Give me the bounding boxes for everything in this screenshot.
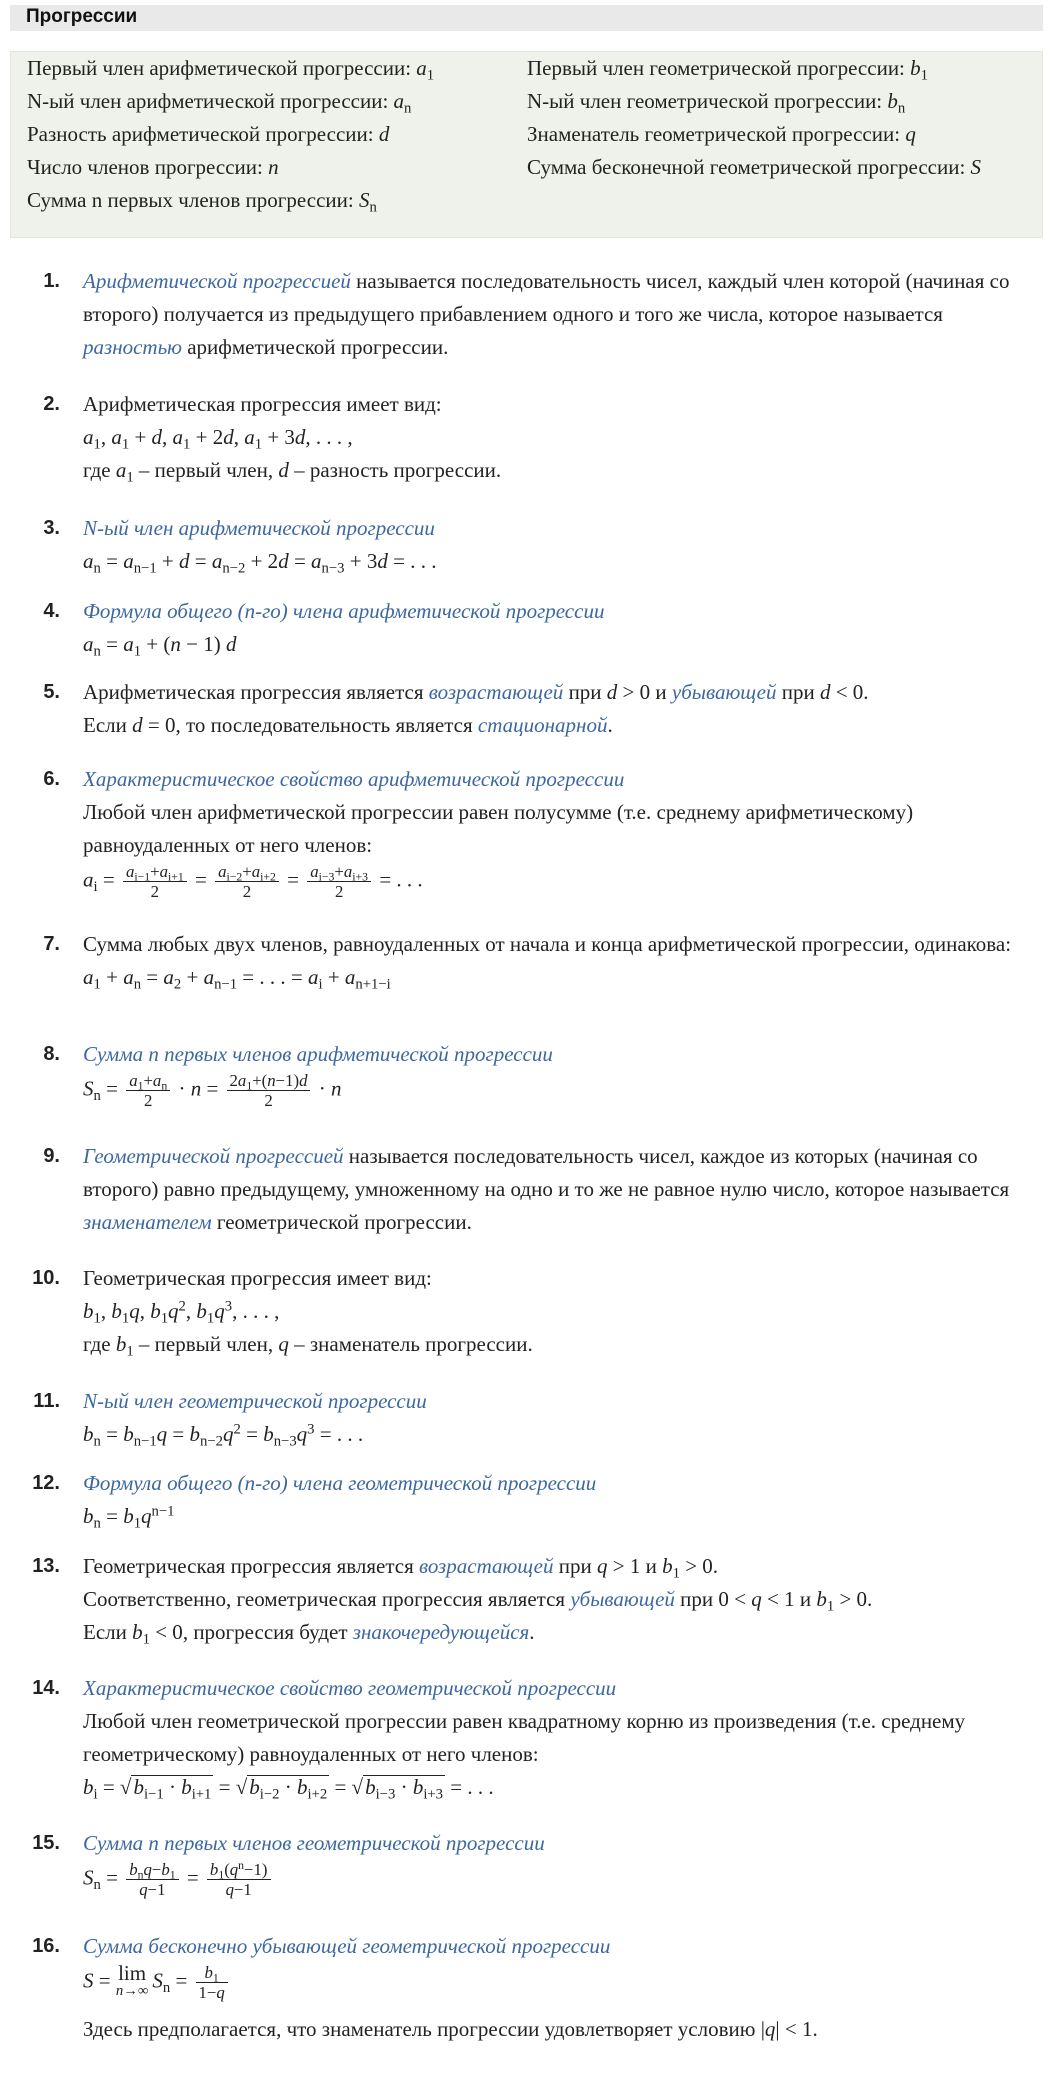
legend-row: N-ый член геометрической прогрессии: $b_n$ (527, 89, 906, 117)
legend-row: Сумма n первых членов прогрессии: $S_n$ (27, 188, 377, 216)
formula: $b_n = b_{n-1}q = b_{n-2}q^2 = b_{n-3}q^3$ = . . . (83, 1421, 364, 1450)
legend-row: Число членов прогрессии: n (27, 155, 279, 179)
formula: $a_n = a_1 + (n - 1)$ d (83, 632, 237, 660)
formula: $a_n = a_{n-1} + d = a_{n-2} + 2d = a_{n-3} + 3d$ = . . . (83, 549, 437, 577)
notation-legend (10, 51, 1043, 238)
formula: $a_1 + a_n = a_2 + a_{n-1}$ = . . . = $a_i + a_{n+1-i}$ (83, 965, 391, 993)
legend-row: N-ый член арифметической прогрессии: $a_n$ (27, 89, 412, 117)
legend-row: Знаменатель геометрической прогрессии: q (527, 122, 916, 146)
formula: $S_n$ = $\frac{a_1+a_n}{2}$ · n = $\frac{2a_1+(n-1)d}{2}$ · n (83, 1071, 342, 1111)
legend-row: Разность арифметической прогрессии: d (27, 122, 390, 146)
formula: $b_1$, $b_1q$, $b_1q^2$, $b_1q^3$, . . . , (83, 1298, 280, 1327)
formula: $a_1$, $a_1 + d$, $a_1 + 2d$, $a_1 + 3d$, . . . , (83, 425, 353, 453)
legend-row: Первый член геометрической прогрессии: $b_1$ (527, 56, 928, 84)
page-title-bar (10, 5, 1043, 31)
formula: $b_i = √b_{i-1} \cdot b_{i+1} = √b_{i-2} \cdot b_{i+2} = √b_{i-3} \cdot b_{i+3}$ = . . . (83, 1775, 494, 1803)
formula: $S_n$ = $\frac{b_nq-b_1}{q-1}$ = $\frac{b_1(q^n-1)}{q-1}$ (83, 1860, 1043, 1900)
formula: S = lim n→∞ $S_n$ = $\frac{b_1}{1-q}$ (83, 1963, 1043, 2013)
formula: $b_n = b_1q^{n-1}$ (83, 1503, 175, 1532)
legend-row: Первый член арифметической прогрессии: $a_1$ (27, 56, 435, 84)
page-title: Прогрессии (26, 6, 138, 27)
legend-row: Сумма бесконечной геометрической прогрессии: S (527, 155, 982, 179)
formula: $a_i$ = $\frac{a_{i-1}+a_{i+1}}{2}$ = $\frac{a_{i-2}+a_{i+2}}{2}$ = $\frac{a_{i-3}+a_{i+3}}{2}$ = . . . (83, 862, 423, 902)
